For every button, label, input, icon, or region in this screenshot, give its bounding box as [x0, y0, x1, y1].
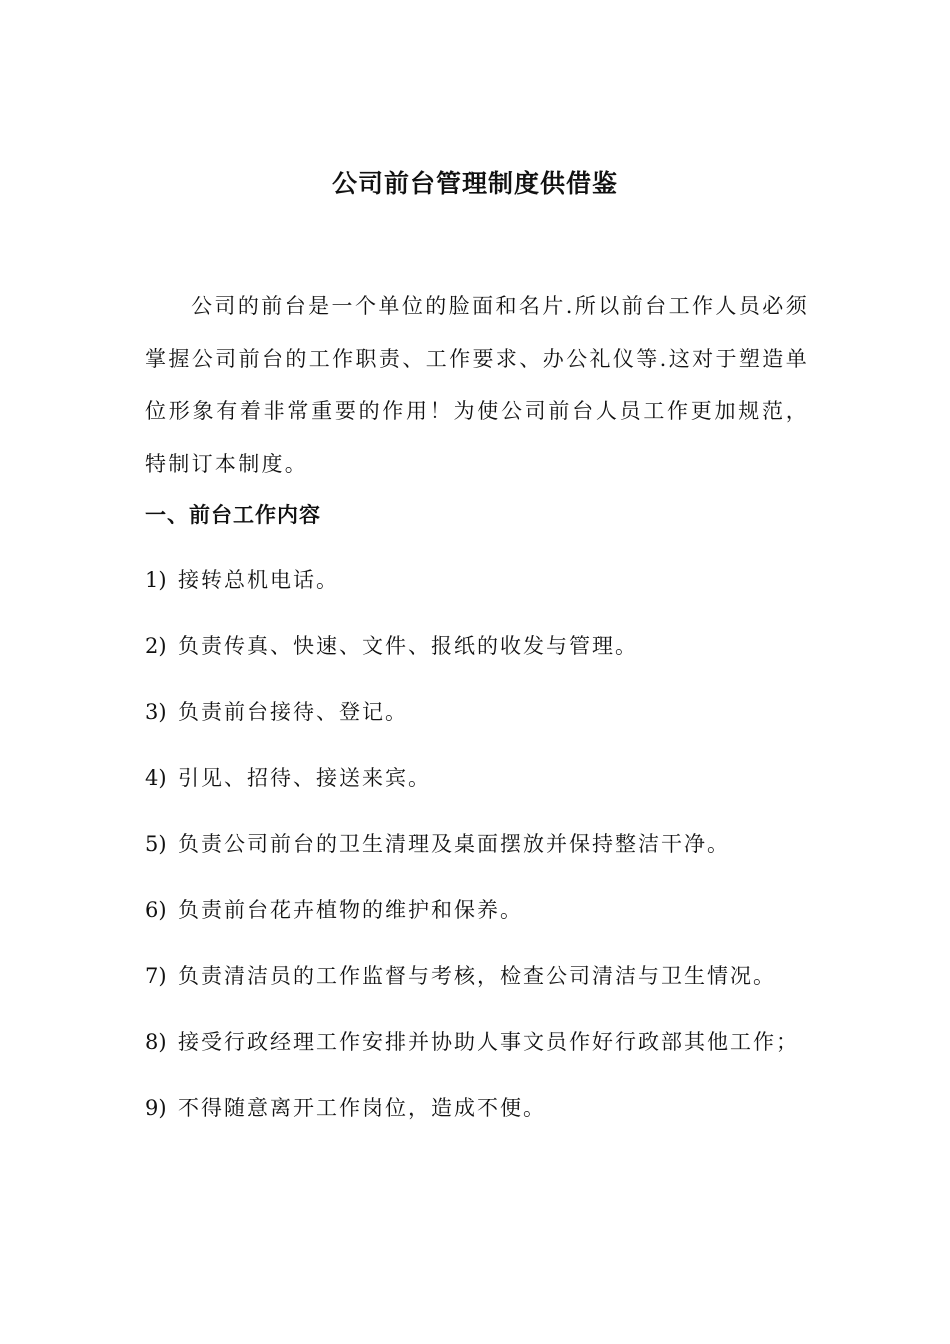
- list-item: [145, 824, 825, 890]
- list-item: [145, 560, 825, 626]
- item-text: 负责前台接待、登记。: [178, 700, 408, 724]
- item-text: 接受行政经理工作安排并协助人事文员作好行政部其他工作；: [178, 1030, 799, 1054]
- list-item: [145, 758, 825, 824]
- item-number: 3): [145, 700, 167, 724]
- item-text: 引见、招待、接送来宾。: [178, 766, 431, 790]
- item-number: 5): [145, 832, 167, 856]
- item-number: 6): [145, 898, 167, 922]
- item-number: 4): [145, 766, 167, 790]
- list-item: [145, 890, 825, 956]
- list-item: [145, 1088, 825, 1154]
- item-number: 1): [145, 568, 167, 592]
- document-title: 公司前台管理制度供借鉴: [331, 168, 618, 198]
- section-heading: 一、前台工作内容: [145, 503, 321, 527]
- item-number: 7): [145, 964, 167, 988]
- item-number: 8): [145, 1030, 167, 1054]
- list-item: [145, 626, 825, 692]
- item-text: 负责公司前台的卫生清理及桌面摆放并保持整洁干净。: [178, 832, 730, 856]
- intro-paragraph: 公司的前台是一个单位的脸面和名片.所以前台工作人员必须掌握公司前台的工作职责、工作要求、办公礼仪等.这对于塑造单位形象有着非常重要的作用！为使公司前台人员工作更加规范，特制订本制度。: [145, 294, 809, 476]
- item-number: 2): [145, 634, 167, 658]
- item-text: 不得随意离开工作岗位，造成不便。: [178, 1096, 546, 1120]
- list-item: [145, 956, 825, 1022]
- item-text: 负责前台花卉植物的维护和保养。: [178, 898, 523, 922]
- list-item: [145, 692, 825, 758]
- item-text: 负责清洁员的工作监督与考核，检查公司清洁与卫生情况。: [178, 964, 776, 988]
- item-text: 接转总机电话。: [178, 568, 339, 592]
- item-text: 负责传真、快速、文件、报纸的收发与管理。: [178, 634, 638, 658]
- work-content-list: [145, 560, 825, 1154]
- list-item: [145, 1022, 825, 1088]
- item-number: 9): [145, 1096, 167, 1120]
